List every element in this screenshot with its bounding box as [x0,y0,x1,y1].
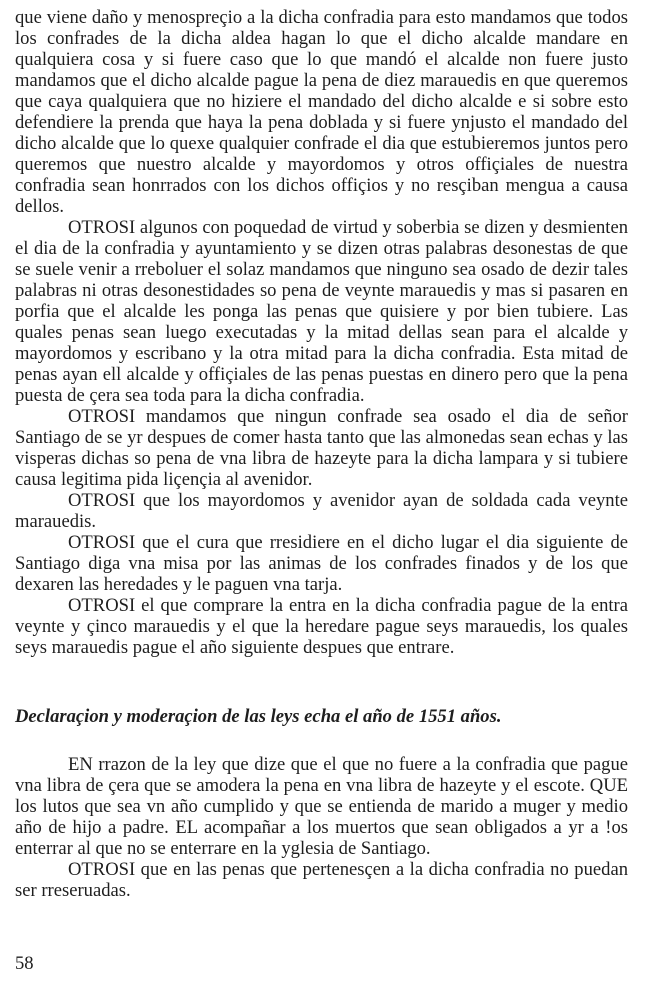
paragraph-7: EN rrazon de la ley que dize que el que no fuere a la confradia que pague vna libra de çera que se amodera la pena en vna libra de hazeyte y el escote. QUE los lutos que sea vn año cumplido y que se entienda de marido a muger y medio año de hijo a padre. EL acompañar a los muertos que sean obligados a yr a !os enterrar al que no se enterrare en la yglesia de Santiago. [15,754,628,859]
paragraph-6: OTROSI el que comprare la entra en la dicha confradia pague de la entra veynte y çinco marauedis y el que la heredare pague seys marauedis, los quales seys marauedis pague el año siguiente despues que entrare. [15,595,628,658]
section-heading: Declaraçion y moderaçion de las leys echa el año de 1551 años. [15,706,502,727]
paragraph-2: OTROSI algunos con poquedad de virtud y soberbia se dizen y desmienten el dia de la confradia y ayuntamiento y se dizen otras palabras desonestas de que se suele venir a rreboluer el solaz mandamos que ninguno sea osado de dezir tales palabras ni otras desonestidades so pena de veynte marauedis y mas si pasaren en porfia que el alcalde les ponga las penas que quisiere y por bien tubiere. Las quales penas sean luego executadas y la mitad dellas sean para el alcalde y mayordomos y escribano y la otra mitad para la dicha confradia. Esta mitad de penas ayan ell alcalde y offiçiales de las penas puestas en dinero pero que la pena puesta de çera sea toda para la dicha confradia. [15,217,628,406]
paragraph-8: OTROSI que en las penas que pertenesçen a la dicha confradia no puedan ser rreseruadas. [15,859,628,901]
document-page [15,7,628,974]
paragraph-4: OTROSI que los mayordomos y avenidor ayan de soldada cada veynte marauedis. [15,490,628,532]
page-number: 58 [15,953,34,974]
body-text-part2 [15,754,628,901]
paragraph-1: que viene daño y menospreçio a la dicha confradia para esto mandamos que todos los confrades de la dicha aldea hagan lo que el dicho alcalde mandare en qualquiera cosa y si fuere caso que lo que mandó el alcalde non fuere justo mandamos que el dicho alcalde pague la pena de diez marauedis en que queremos que caya qualquiera que no hiziere el mandado del dicho alcalde e si sobre esto defendiere la prenda que haya la pena doblada y si fuere ynjusto el mandado del dicho alcalde que lo quexe qualquier confrade el dia que estubieremos juntos pero queremos que nuestro alcalde y mayordomos y otros offiçiales de nuestra confradia sean honrrados con los dichos offiçios y no resçiban mengua a causa dellos. [15,7,628,217]
body-text-part1 [15,7,628,658]
paragraph-3: OTROSI mandamos que ningun confrade sea osado el dia de señor Santiago de se yr despues de comer hasta tanto que las almonedas sean echas y las visperas dichas so pena de vna libra de hazeyte para la dicha lampara y si tubiere causa legitima pida liçençia al avenidor. [15,406,628,490]
paragraph-5: OTROSI que el cura que rresidiere en el dicho lugar el dia siguiente de Santiago diga vna misa por las animas de los confrades finados y de los que dexaren las heredades y le paguen vna tarja. [15,532,628,595]
